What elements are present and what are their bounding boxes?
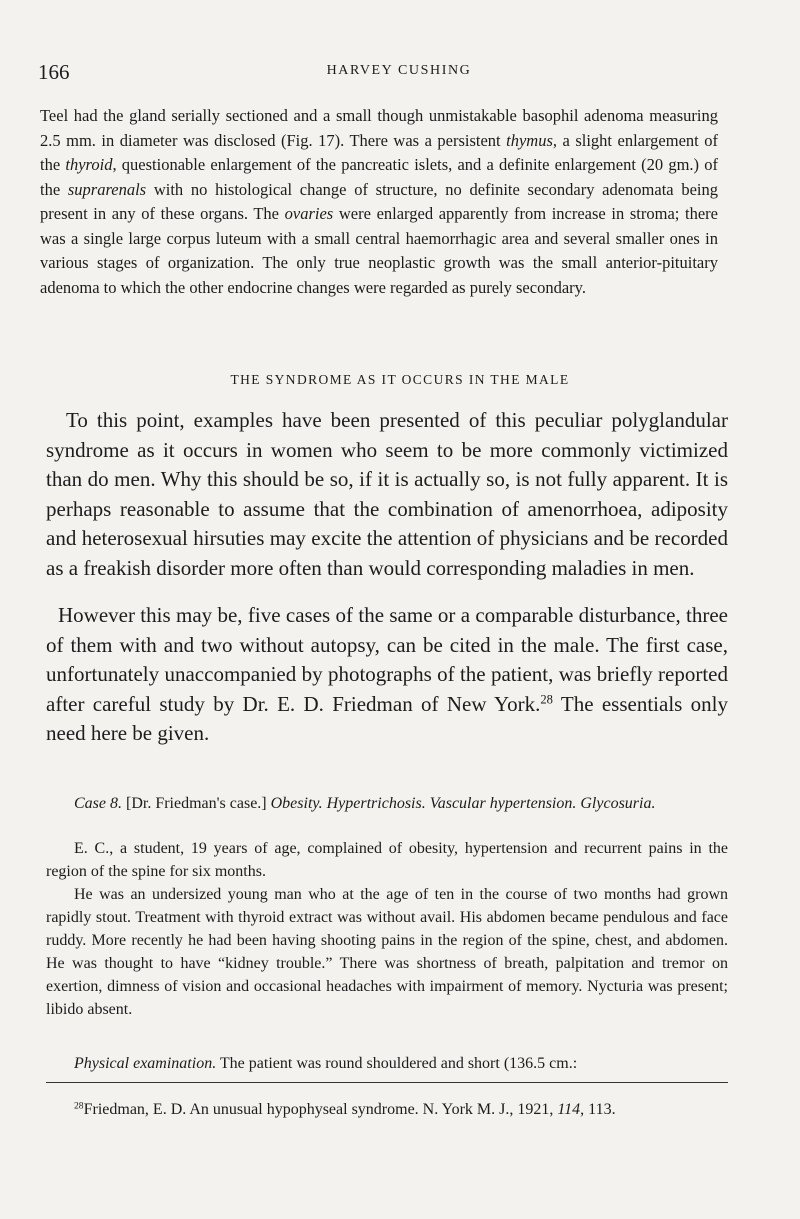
running-title: HARVEY CUSHING [326, 63, 472, 78]
paragraph-intro: To this point, examples have been presented of this peculiar polyglandular syndrome as it occurs in women who seem to be more commonly victimized than do men. Why this should be so, if it is actually so, is not fully apparent. It is perhaps reasonable to assume that the combination of amenorrhoea, adiposity and heterosexual hirsuties may excite the attention of physicians and be recorded as a freakish disorder more often than would corresponding maladies in men. [46, 408, 728, 580]
section-heading: THE SYNDROME AS IT OCCURS IN THE MALE [230, 372, 570, 387]
case-title: Case 8. [Dr. Friedman's case.] Obesity. Hypertrichosis. Vascular hypertension. Glycosuria. [74, 795, 656, 812]
paragraph-male-cases: However this may be, five cases of the same or a comparable disturbance, three of them with and two without autopsy, can be cited in the male. The first case, unfortunately unaccompanied by photographs of the patient, was briefly reported after careful study by Dr. E. D. Friedman of New York.$^{28}$ The essentials only need here be given. [46, 603, 728, 745]
footnote-divider [46, 1082, 728, 1083]
footnote-number: 28 [74, 1100, 84, 1112]
case-paragraph-history: He was an undersized young man who at the age of ten in the course of two months had grown rapidly stout. Treatment with thyroid extract was without avail. His abdomen became pendulous and face ruddy. More recently he had been having shooting pains in the region of the spine, chest, and abdomen. He was thought to have “kidney trouble.” There was shortness of breath, palpitation and tremor on exertion, dimness of vision and occasional headaches with impairment of memory. Nycturia was present; libido absent. [46, 886, 728, 1018]
page-number: 166 [38, 60, 70, 84]
case-paragraph-physical-exam: Physical examination. The patient was round shouldered and short (136.5 cm.: [74, 1055, 578, 1072]
page-header [38, 60, 760, 86]
case-paragraph-complaint: E. C., a student, 19 years of age, complained of obesity, hypertension and recurrent pains in the region of the spine for six months. [46, 840, 728, 880]
footnote-reference: 28 [540, 691, 553, 706]
paragraph-autopsy-findings: Teel had the gland serially sectioned and a small though unmistakable basophil adenoma measuring 2.5 mm. in diameter was disclosed (Fig. 17). There was a persistent thymus, a slight enlargement of the thyroid, questionable enlargement of the pancreatic islets, and a definite enlargement (20 gm.) of the suprarenals with no histological change of structure, no definite secondary adenomata being present in any of these organs. The ovaries were enlarged apparently from increase in stroma; there was a single large corpus luteum with a small central haemorrhagic area and several smaller ones in various stages of organization. The only true neoplastic growth was the small anterior-pituitary adenoma to which the other endocrine changes were regarded as purely secondary. [40, 106, 718, 297]
footnote: $^{28}$Friedman, E. D. An unusual hypophyseal syndrome. N. York M. J., 1921, 114, 113. [74, 1100, 616, 1118]
